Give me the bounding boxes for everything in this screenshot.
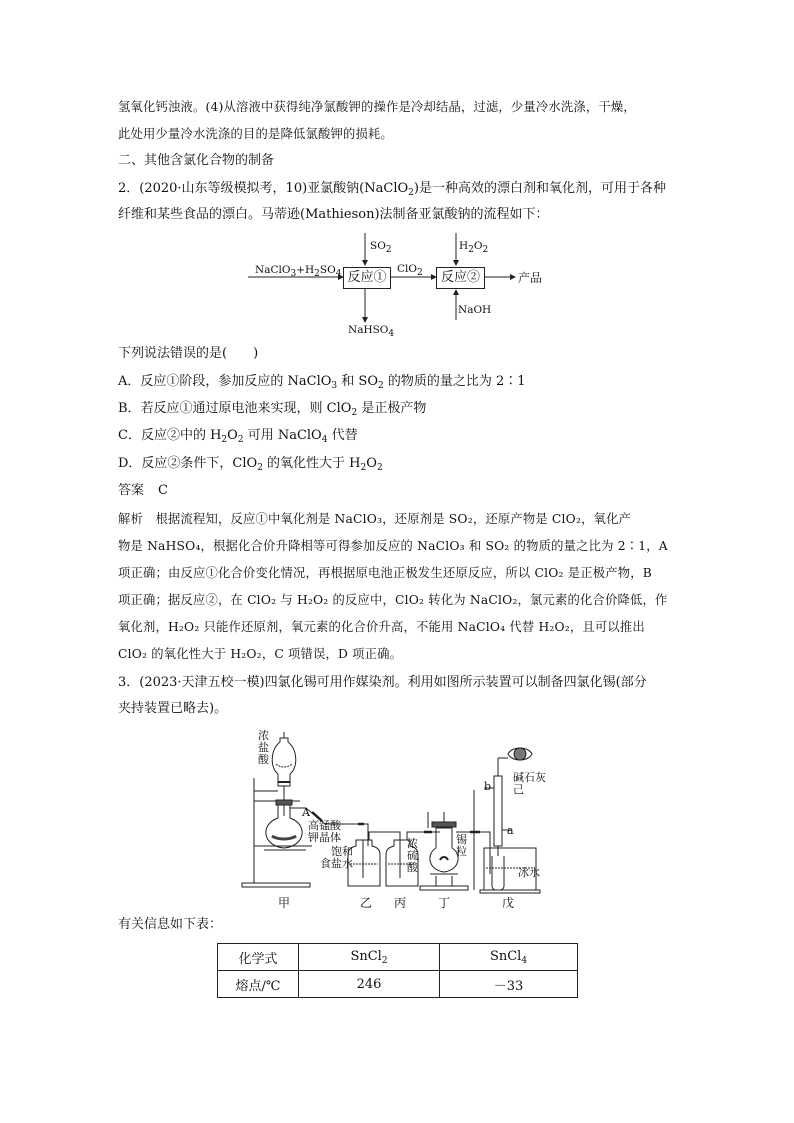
label-b: b xyxy=(484,780,492,793)
process-flow-diagram xyxy=(245,228,555,343)
label-wu: 戊 xyxy=(502,896,515,910)
intro-line-1: 氢氧化钙浊液。(4)从溶液中获得纯净氯酸钾的操作是冷却结晶，过滤，少量冷水洗涤，干燥， xyxy=(118,100,636,114)
q3-line-2: 夹持装置已略去)。 xyxy=(118,701,228,716)
apparatus-drawing xyxy=(240,728,550,908)
reaction-2-box: 反应② xyxy=(436,267,485,289)
table-header-sncl4: SnCl$_4$ xyxy=(440,944,578,971)
flow-arrows xyxy=(245,228,555,343)
conc-h2so4-label: 浓 硫 酸 xyxy=(407,837,418,874)
q3-line-1: 3．(2023·天津五校一模)四氯化锡可用作媒染剂。利用如图所示装置可以制备四氯化锡(部分 xyxy=(118,675,647,690)
label-bing: 丙 xyxy=(394,896,407,910)
label-a-lower: a xyxy=(507,824,514,837)
clo2-label: ClO2 xyxy=(397,263,423,278)
q2-option-d: D．反应②条件下，ClO$_2$ 的氧化性大于 $H_2O_2$ xyxy=(118,456,383,473)
table-row xyxy=(218,971,578,998)
conc-hcl-label: 浓 盐 酸 xyxy=(258,729,269,766)
melting-point-table xyxy=(217,943,578,998)
analysis-line-2: 物是 NaHSO₄，根据化合价升降相等可得参加反应的 NaClO₃ 和 SO₂ 的物质的量之比为 2∶1，A xyxy=(118,539,668,553)
ice-water-label: 冰水 xyxy=(518,866,540,879)
tin-label: 锡 粒 xyxy=(456,833,467,858)
table-cell-sncl2-mp: 246 xyxy=(299,971,440,998)
table-row xyxy=(218,944,578,971)
analysis-line-3: 项正确；由反应①化合价变化情况，再根据原电池正极发生还原反应，所以 ClO₂ 是正极产物，B xyxy=(118,566,652,580)
q2-option-c: C．反应②中的 $H_2O_2$ 可用 NaClO$_4$ 代替 xyxy=(118,428,358,445)
label-jia: 甲 xyxy=(278,896,291,910)
table-cell-sncl4-mp: －33 xyxy=(440,971,578,998)
table-row-label: 熔点/℃ xyxy=(218,971,299,998)
saturated-nacl-label: 饱和 食盐水 xyxy=(320,845,353,870)
soda-lime-label: 碱石灰 己 xyxy=(513,771,546,796)
q2-option-a: A．反应①阶段，参加反应的 NaClO$_3$ 和 $SO_2$ 的物质的量之比为 2∶1 xyxy=(118,374,526,391)
analysis-line-4: 项正确；据反应②，在 ClO₂ 与 H₂O₂ 的反应中，ClO₂ 转化为 NaClO₂，氯元素的化合价降低，作 xyxy=(118,593,668,607)
naoh-label: NaOH xyxy=(458,304,492,316)
apparatus-diagram xyxy=(240,728,550,908)
label-ding: 丁 xyxy=(438,896,451,910)
label-yi: 乙 xyxy=(360,896,373,910)
analysis-line-1: 解析 根据流程知，反应①中氧化剂是 NaClO₃，还原剂是 SO₂，还原产物是 ClO₂，氧化产 xyxy=(118,512,632,526)
table-intro: 有关信息如下表： xyxy=(118,917,223,932)
so2-label: SO2 xyxy=(370,240,392,255)
table-header-sncl2: SnCl$_2$ xyxy=(299,944,440,971)
q2-line-2: 纤维和某些食品的漂白。马蒂逊(Mathieson)法制备亚氯酸钠的流程如下： xyxy=(118,207,549,222)
kmno4-label: 高锰酸 钾晶体 xyxy=(308,819,341,844)
product-label: 产品 xyxy=(518,271,543,285)
section-2-title: 二、其他含氯化合物的制备 xyxy=(118,153,275,168)
analysis-line-6: ClO₂ 的氧化性大于 H₂O₂，C 项错误，D 项正确。 xyxy=(118,647,403,661)
nahso4-label: NaHSO4 xyxy=(348,324,395,339)
analysis-line-5: 氧化剂，H₂O₂ 只能作还原剂，氧元素的化合价升高，不能用 NaClO₄ 代替 H₂O₂，且可以推出 xyxy=(118,620,645,634)
table-header-formula: 化学式 xyxy=(218,944,299,971)
q2-option-b: B．若反应①通过原电池来实现，则 ClO$_2$ 是正极产物 xyxy=(118,401,427,418)
reaction-1-box: 反应① xyxy=(343,267,391,289)
q2-prompt: 下列说法错误的是( ) xyxy=(118,346,259,361)
intro-line-2: 此处用少量冷水洗涤的目的是降低氯酸钾的损耗。 xyxy=(118,127,393,141)
h2o2-label: H2O2 xyxy=(459,240,489,255)
q2-line-1: 2．(2020·山东等级模拟考，10)亚氯酸钠(NaClO$_2$)是一种高效的漂白剂和氧化剂，可用于各种 xyxy=(118,181,666,198)
label-a-upper: A xyxy=(302,806,310,819)
q2-answer: 答案 C xyxy=(118,483,168,498)
feed-label: NaClO3+H2SO4 xyxy=(255,264,342,279)
